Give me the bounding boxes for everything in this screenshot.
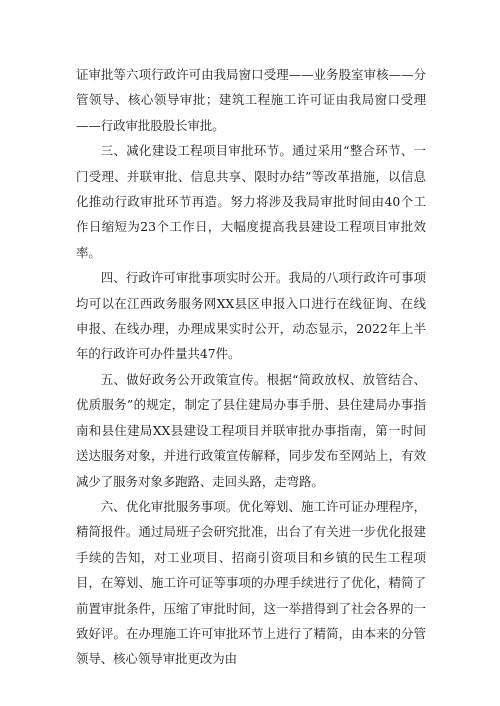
paragraph-section-four: 四、行政许可审批事项实时公开。我局的八项行政许可事项均可以在江西政务服务网XX县区申报入口进行在线征询、在线申报、在线办理，办理成果实时公开，动态显示，2022年上半年的行政许可办件量共47件。 [76, 270, 426, 362]
paragraph-section-five: 五、做好政务公开政策宣传。根据“简政放权、放管结合、优质服务”的规定，制定了县住建局办事手册、县住建局办事指南和县住建局XX县建设工程项目并联审批办事指南，第一时间送达服务对象，并进行政策宣传解释，同步发布至网站上，有效减少了服务对象多跑路、走回头路，走弯路。 [76, 371, 426, 489]
paragraph-continued-approval-flow: 证审批等六项行政许可由我局窗口受理——业务股室审核——分管领导、核心领导审批；建筑工程施工许可证由我局窗口受理——行政审批股股长审批。 [76, 67, 426, 133]
paragraph-section-three: 三、减化建设工程项目审批环节。通过采用“整合环节、一门受理、并联审批、信息共享、限时办结”等改革措施，以信息化推动行政审批环节再造。努力将涉及我局审批时间由40个工作日缩短为23个工作日，大幅度提高我县建设工程项目审批效率。 [76, 143, 426, 260]
paragraph-section-six: 六、优化审批服务事项。优化筹划、施工许可证办理程序，精简报件。通过局班子会研究批准，出台了有关进一步优化报建手续的告知，对工业项目、招商引资项目和乡镇的民生工程项目，在筹划、施工许可证等事项的办理手续进行了优化，精简了前置审批条件，压缩了审批时间，这一举措得到了社会各界的一致好评。在办理施工许可审批环节上进行了精简，由本来的分管领导、核心领导审批更改为由 [76, 498, 426, 667]
document-body [76, 62, 426, 672]
